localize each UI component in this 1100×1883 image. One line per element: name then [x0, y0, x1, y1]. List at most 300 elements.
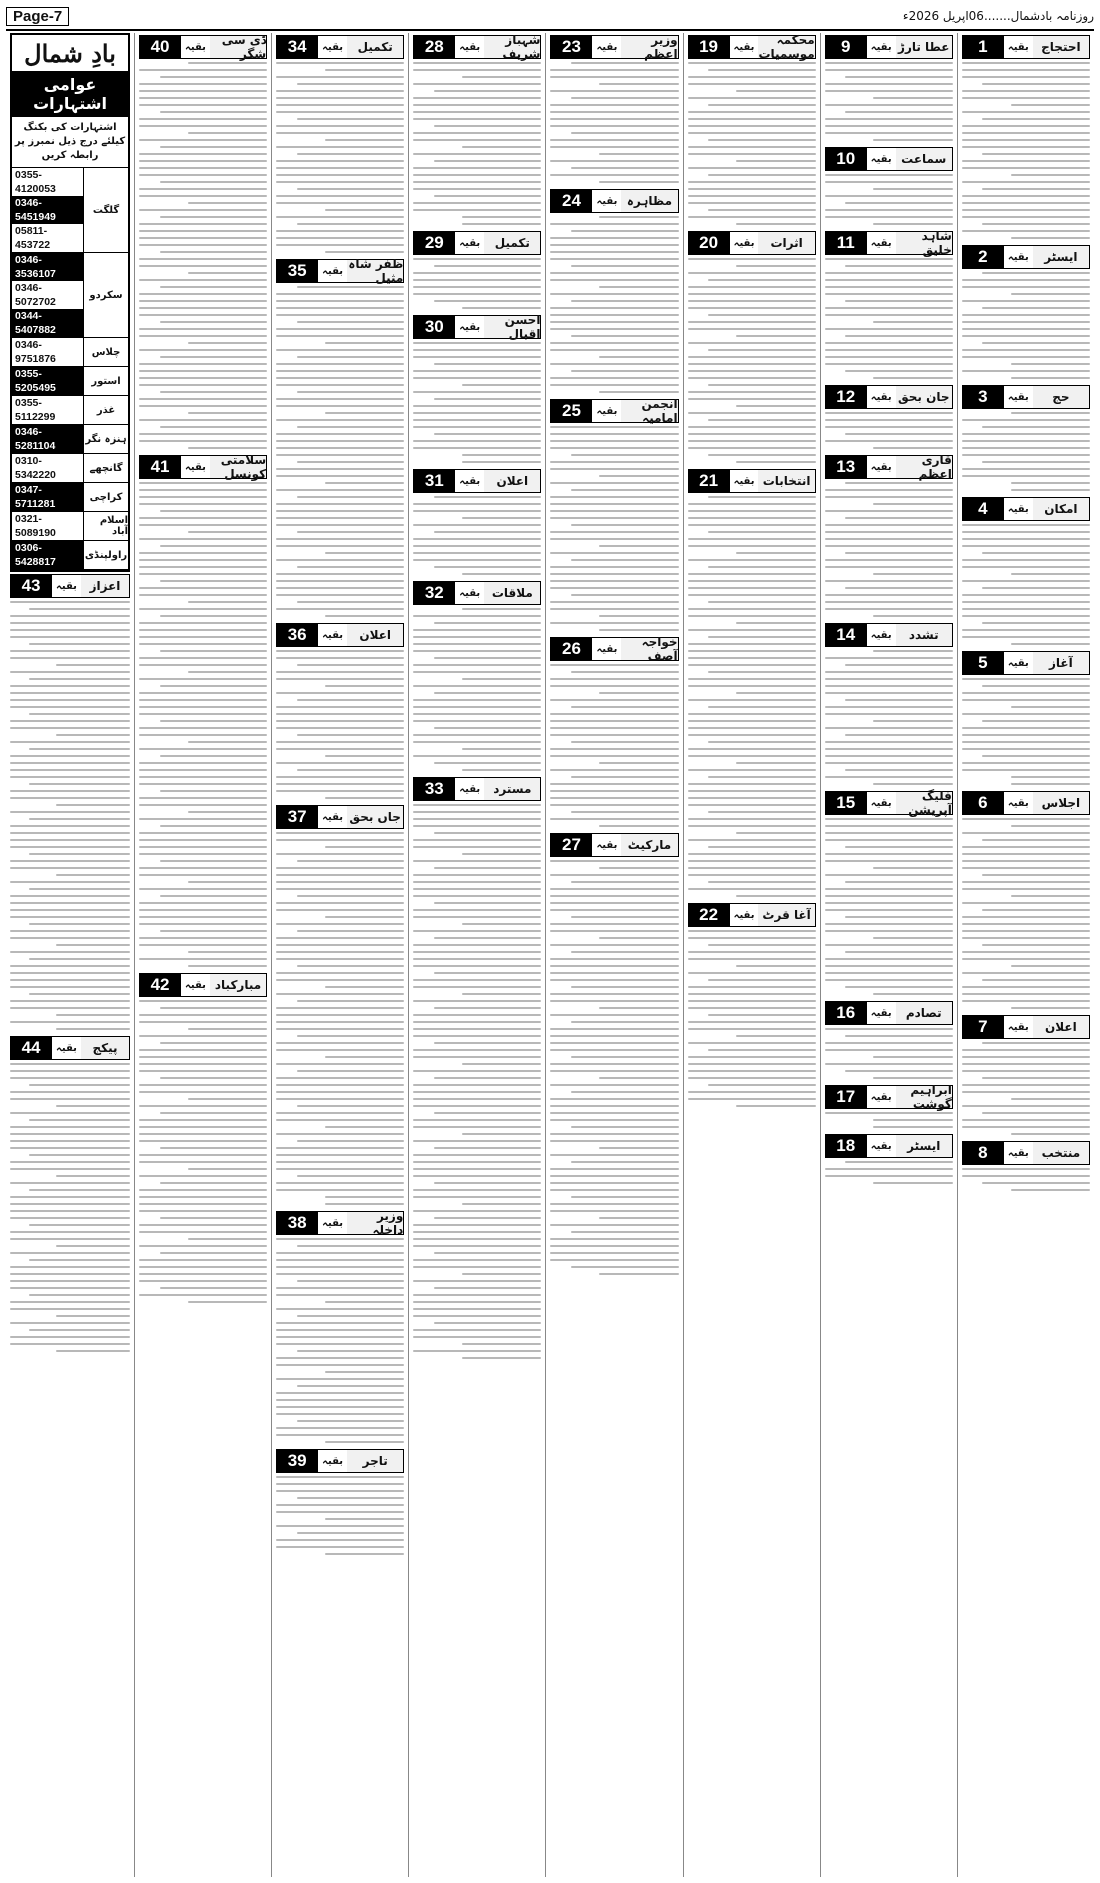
- text-line: [413, 1035, 541, 1037]
- text-line: [825, 174, 953, 176]
- text-line: [413, 916, 541, 918]
- text-line: [708, 881, 816, 883]
- text-line: [276, 1546, 404, 1548]
- column-7: [134, 33, 271, 1877]
- article-body: [413, 496, 541, 575]
- text-line: [139, 622, 267, 624]
- article-heading: [962, 791, 1090, 815]
- text-line: [708, 209, 816, 211]
- text-line: [825, 293, 953, 295]
- text-line: [550, 279, 678, 281]
- text-line: [550, 1000, 678, 1002]
- text-line: [962, 356, 1090, 358]
- article-number: 24: [551, 190, 591, 212]
- text-line: [688, 755, 816, 757]
- article-block: [962, 1015, 1090, 1135]
- text-line: [962, 314, 1090, 316]
- text-line: [297, 1532, 405, 1534]
- text-line: [276, 1238, 404, 1240]
- column-2: [820, 33, 957, 1877]
- text-line: [688, 510, 816, 512]
- text-line: [550, 699, 678, 701]
- text-line: [688, 867, 816, 869]
- article-body: [413, 804, 541, 1359]
- text-line: [413, 1140, 541, 1142]
- text-line: [139, 1105, 267, 1107]
- text-line: [413, 629, 541, 631]
- text-line: [297, 391, 405, 393]
- article-number: 26: [551, 638, 591, 660]
- continued-label: بقیہ: [317, 1450, 347, 1472]
- text-line: [276, 195, 404, 197]
- continued-label: بقیہ: [454, 470, 484, 492]
- text-line: [845, 916, 953, 918]
- text-line: [550, 993, 678, 995]
- text-line: [962, 181, 1090, 183]
- text-line: [139, 1000, 267, 1002]
- text-line: [550, 146, 678, 148]
- text-line: [139, 1161, 267, 1163]
- article-block: [962, 1141, 1090, 1191]
- text-line: [10, 937, 130, 939]
- text-line: [708, 636, 816, 638]
- text-line: [276, 1378, 404, 1380]
- ads-phone-number: 0346-5451949: [12, 196, 83, 224]
- text-line: [413, 643, 541, 645]
- text-line: [434, 1112, 542, 1114]
- text-line: [688, 783, 816, 785]
- text-line: [297, 699, 405, 701]
- article-number: 42: [140, 974, 180, 996]
- article-number: 33: [414, 778, 454, 800]
- text-line: [139, 1091, 267, 1093]
- text-line: [413, 62, 541, 64]
- text-line: [550, 552, 678, 554]
- continued-label: بقیہ: [51, 1037, 81, 1059]
- text-line: [550, 293, 678, 295]
- text-line: [56, 944, 130, 946]
- text-line: [276, 867, 404, 869]
- article-block: [825, 623, 953, 785]
- article-number: 12: [826, 386, 866, 408]
- continued-label: بقیہ: [454, 778, 484, 800]
- text-line: [550, 720, 678, 722]
- article-block: [413, 315, 541, 463]
- text-line: [688, 594, 816, 596]
- text-line: [571, 776, 679, 778]
- text-line: [825, 853, 953, 855]
- text-line: [825, 1028, 953, 1030]
- article-title: احتجاج: [1033, 36, 1089, 58]
- text-line: [276, 370, 404, 372]
- text-line: [434, 1287, 542, 1289]
- text-line: [413, 447, 541, 449]
- article-number: 41: [140, 456, 180, 478]
- text-line: [708, 104, 816, 106]
- text-line: [413, 181, 541, 183]
- article-body: [10, 601, 130, 1030]
- text-line: [139, 552, 267, 554]
- article-heading: [413, 315, 541, 339]
- text-line: [550, 923, 678, 925]
- text-line: [550, 1133, 678, 1135]
- article-body: [139, 62, 267, 449]
- article-title: مبارکباد: [210, 974, 266, 996]
- text-line: [276, 510, 404, 512]
- article-block: [550, 35, 678, 183]
- text-line: [434, 433, 542, 435]
- article-number: 35: [277, 260, 317, 282]
- text-line: [139, 83, 267, 85]
- text-line: [825, 860, 953, 862]
- text-line: [139, 125, 267, 127]
- text-line: [571, 1196, 679, 1198]
- text-line: [825, 601, 953, 603]
- text-line: [10, 1343, 130, 1345]
- text-line: [982, 979, 1090, 981]
- text-line: [276, 475, 404, 477]
- text-line: [434, 1077, 542, 1079]
- text-line: [962, 440, 1090, 442]
- text-line: [688, 727, 816, 729]
- article-body: [10, 1063, 130, 1352]
- article-title: تشدد: [896, 624, 952, 646]
- text-line: [139, 1259, 267, 1261]
- text-line: [297, 860, 405, 862]
- text-line: [29, 958, 130, 960]
- text-line: [276, 181, 404, 183]
- text-line: [688, 643, 816, 645]
- text-line: [188, 1301, 267, 1303]
- text-line: [550, 1105, 678, 1107]
- article-body: [825, 818, 953, 995]
- text-line: [962, 125, 1090, 127]
- article-heading: [139, 973, 267, 997]
- text-line: [962, 524, 1090, 526]
- text-line: [413, 1238, 541, 1240]
- text-line: [139, 762, 267, 764]
- article-body: [825, 650, 953, 785]
- text-line: [276, 1427, 404, 1429]
- text-line: [139, 636, 267, 638]
- article-heading: [825, 231, 953, 255]
- continued-label: بقیہ: [591, 834, 621, 856]
- continued-label: بقیہ: [454, 316, 484, 338]
- text-line: [962, 160, 1090, 162]
- article-block: [550, 399, 678, 631]
- article-title: احسن اقبال: [484, 316, 540, 338]
- text-line: [825, 755, 953, 757]
- text-line: [982, 1182, 1090, 1184]
- text-line: [825, 902, 953, 904]
- continued-label: بقیہ: [317, 1212, 347, 1234]
- text-line: [462, 307, 541, 309]
- article-block: [139, 973, 267, 1303]
- text-line: [139, 818, 267, 820]
- text-line: [962, 930, 1090, 932]
- text-line: [571, 1266, 679, 1268]
- text-line: [160, 1182, 268, 1184]
- text-line: [139, 1266, 267, 1268]
- article-number: 11: [826, 232, 866, 254]
- text-line: [825, 286, 953, 288]
- text-line: [688, 356, 816, 358]
- article-body: [962, 678, 1090, 785]
- text-line: [962, 580, 1090, 582]
- text-line: [688, 195, 816, 197]
- text-line: [550, 125, 678, 127]
- text-line: [325, 1371, 404, 1373]
- text-line: [139, 496, 267, 498]
- article-body: [413, 62, 541, 225]
- text-line: [550, 1168, 678, 1170]
- text-line: [413, 83, 541, 85]
- text-line: [550, 909, 678, 911]
- text-line: [550, 251, 678, 253]
- text-line: [276, 979, 404, 981]
- text-line: [160, 825, 268, 827]
- text-line: [550, 503, 678, 505]
- text-line: [413, 1336, 541, 1338]
- article-title: مارکیٹ: [621, 834, 677, 856]
- text-line: [825, 594, 953, 596]
- text-line: [276, 300, 404, 302]
- text-line: [1011, 412, 1090, 414]
- text-line: [599, 356, 678, 358]
- text-line: [413, 552, 541, 554]
- text-line: [160, 286, 268, 288]
- ads-city-row: [12, 367, 128, 396]
- text-line: [29, 1294, 130, 1296]
- text-line: [962, 769, 1090, 771]
- dateline: روزنامہ بادشمال.......06اپریل 2026ء: [902, 9, 1094, 23]
- continued-label: بقیہ: [180, 456, 210, 478]
- text-line: [434, 657, 542, 659]
- text-line: [139, 160, 267, 162]
- text-line: [413, 1091, 541, 1093]
- text-line: [276, 62, 404, 64]
- text-line: [845, 881, 953, 883]
- article-title: ایسٹر: [896, 1135, 952, 1157]
- text-line: [550, 272, 678, 274]
- text-line: [571, 265, 679, 267]
- text-line: [550, 1189, 678, 1191]
- text-line: [550, 349, 678, 351]
- text-line: [434, 692, 542, 694]
- article-body: [139, 1000, 267, 1303]
- text-line: [550, 111, 678, 113]
- text-line: [188, 741, 267, 743]
- continued-label: بقیہ: [591, 190, 621, 212]
- text-line: [825, 307, 953, 309]
- text-line: [708, 496, 816, 498]
- text-line: [56, 1315, 130, 1317]
- text-line: [139, 209, 267, 211]
- article-body: [550, 426, 678, 631]
- text-line: [139, 405, 267, 407]
- text-line: [10, 1196, 130, 1198]
- text-line: [29, 1259, 130, 1261]
- text-line: [139, 1133, 267, 1135]
- text-line: [550, 622, 678, 624]
- text-line: [10, 846, 130, 848]
- continued-label: بقیہ: [866, 792, 896, 814]
- text-line: [10, 1091, 130, 1093]
- article-body: [962, 1042, 1090, 1135]
- text-line: [160, 650, 268, 652]
- text-line: [550, 727, 678, 729]
- text-line: [1011, 104, 1090, 106]
- text-line: [550, 517, 678, 519]
- text-line: [10, 930, 130, 932]
- text-line: [825, 83, 953, 85]
- text-line: [139, 1189, 267, 1191]
- text-line: [982, 909, 1090, 911]
- text-line: [434, 972, 542, 974]
- text-line: [962, 1000, 1090, 1002]
- text-line: [982, 1112, 1090, 1114]
- text-line: [873, 321, 952, 323]
- text-line: [413, 545, 541, 547]
- text-line: [413, 888, 541, 890]
- text-line: [297, 1140, 405, 1142]
- text-line: [276, 293, 404, 295]
- text-line: [139, 370, 267, 372]
- text-line: [825, 272, 953, 274]
- text-line: [297, 118, 405, 120]
- text-line: [550, 482, 678, 484]
- text-line: [413, 944, 541, 946]
- text-line: [139, 349, 267, 351]
- text-line: [873, 188, 952, 190]
- article-heading: [825, 455, 953, 479]
- text-line: [188, 202, 267, 204]
- article-heading: [413, 35, 541, 59]
- text-line: [688, 153, 816, 155]
- text-line: [139, 223, 267, 225]
- text-line: [413, 1259, 541, 1261]
- text-line: [160, 1042, 268, 1044]
- text-line: [462, 769, 541, 771]
- text-line: [139, 944, 267, 946]
- text-line: [962, 132, 1090, 134]
- text-line: [276, 524, 404, 526]
- text-line: [325, 1196, 404, 1198]
- article-number: 36: [277, 624, 317, 646]
- text-line: [825, 839, 953, 841]
- text-line: [10, 636, 130, 638]
- text-line: [413, 734, 541, 736]
- text-line: [571, 335, 679, 337]
- text-line: [56, 1105, 130, 1107]
- text-line: [10, 629, 130, 631]
- article-title: قاری اعظم: [896, 456, 952, 478]
- text-line: [413, 153, 541, 155]
- text-line: [10, 1147, 130, 1149]
- text-line: [688, 258, 816, 260]
- text-line: [413, 1105, 541, 1107]
- text-line: [688, 321, 816, 323]
- text-line: [462, 748, 541, 750]
- text-line: [413, 811, 541, 813]
- text-line: [139, 1203, 267, 1205]
- text-line: [276, 1259, 404, 1261]
- text-line: [276, 1392, 404, 1394]
- text-line: [276, 111, 404, 113]
- text-line: [325, 846, 404, 848]
- text-line: [297, 1175, 405, 1177]
- text-line: [10, 1077, 130, 1079]
- text-line: [962, 594, 1090, 596]
- text-line: [571, 1126, 679, 1128]
- text-line: [56, 1028, 130, 1030]
- text-line: [962, 111, 1090, 113]
- text-line: [550, 237, 678, 239]
- text-line: [10, 1168, 130, 1170]
- ads-city-row: [12, 483, 128, 512]
- text-line: [10, 1203, 130, 1205]
- text-line: [962, 615, 1090, 617]
- text-line: [688, 503, 816, 505]
- text-line: [688, 1042, 816, 1044]
- text-line: [276, 1189, 404, 1191]
- text-line: [571, 1231, 679, 1233]
- text-line: [413, 412, 541, 414]
- text-line: [139, 909, 267, 911]
- text-line: [413, 755, 541, 757]
- text-line: [160, 181, 268, 183]
- ads-city-name: کراچی: [83, 483, 128, 511]
- text-line: [550, 580, 678, 582]
- text-line: [413, 958, 541, 960]
- article-heading: [413, 581, 541, 605]
- text-line: [688, 293, 816, 295]
- text-line: [1011, 573, 1090, 575]
- ads-column-articles: [10, 574, 130, 1352]
- article-block: [825, 147, 953, 225]
- text-line: [139, 139, 267, 141]
- text-line: [550, 818, 678, 820]
- text-line: [962, 846, 1090, 848]
- ads-city-row: [12, 454, 128, 483]
- text-line: [139, 489, 267, 491]
- text-line: [276, 1308, 404, 1310]
- text-line: [962, 1175, 1090, 1177]
- text-line: [962, 475, 1090, 477]
- text-line: [276, 174, 404, 176]
- article-number: 23: [551, 36, 591, 58]
- text-line: [160, 426, 268, 428]
- text-line: [10, 1126, 130, 1128]
- text-line: [160, 251, 268, 253]
- text-line: [139, 832, 267, 834]
- text-line: [10, 657, 130, 659]
- text-line: [188, 1098, 267, 1100]
- text-line: [276, 440, 404, 442]
- text-line: [139, 902, 267, 904]
- continued-label: بقیہ: [866, 386, 896, 408]
- text-line: [571, 300, 679, 302]
- text-line: [413, 1049, 541, 1051]
- text-line: [10, 979, 130, 981]
- text-line: [139, 958, 267, 960]
- text-line: [962, 748, 1090, 750]
- text-line: [139, 594, 267, 596]
- text-line: [139, 706, 267, 708]
- text-line: [139, 692, 267, 694]
- text-line: [10, 692, 130, 694]
- text-line: [982, 720, 1090, 722]
